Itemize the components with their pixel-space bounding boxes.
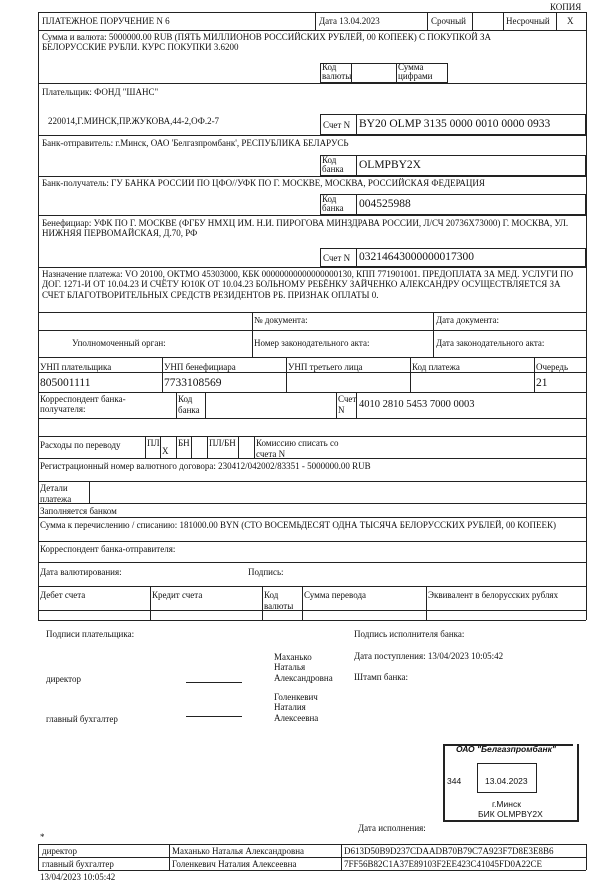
bank-stamp-label: Штамп банка: xyxy=(354,672,408,682)
urgent-label: Срочный xyxy=(431,16,466,26)
bank-signature-label: Подпись исполнителя банка: xyxy=(354,629,465,639)
beneficiary-account-label: Счет N xyxy=(323,253,351,263)
footer-director-name: Маханько Наталья Александровна xyxy=(172,846,305,856)
currency-code-col-label: Код валюты xyxy=(264,590,294,611)
stamp-date: 13.04.2023 xyxy=(485,776,528,786)
value-date-label: Дата валютирования: xyxy=(40,567,122,577)
accountant-name: Голенкевич Наталия Алексеевна xyxy=(274,692,319,723)
beneficiary-unp: 7733108569 xyxy=(164,377,222,389)
received-date: Дата поступления: 13/04/2023 10:05:42 xyxy=(354,651,504,661)
payer-account: BY20 OLMP 3135 0000 0010 0000 0933 xyxy=(359,118,551,130)
director-label: директор xyxy=(46,674,81,684)
authorized-body-label: Уполномоченный орган: xyxy=(72,338,166,348)
asterisk: * xyxy=(40,832,45,842)
footer-director-label: директор xyxy=(42,846,77,856)
currency-code-label: Код валюты xyxy=(322,62,352,81)
payer-signatures-label: Подписи плательщика: xyxy=(46,629,135,639)
debit-account-label: Дебет счета xyxy=(40,590,86,600)
queue-value: 21 xyxy=(536,377,548,389)
payer-unp: 805001111 xyxy=(40,377,91,389)
correspondent-account: 4010 2810 5453 7000 0003 xyxy=(359,399,475,410)
document-date: Дата 13.04.2023 xyxy=(319,16,380,26)
transfer-sum-label: Сумма перевода xyxy=(304,590,367,600)
bank-filled-label: Заполняется банком xyxy=(40,506,117,516)
director-name: Маханько Наталья Александровна xyxy=(274,652,333,683)
transfer-amount: Сумма к перечислению / списанию: 181000.00 BYN (СТО ВОСЕМЬДЕСЯТ ОДНА ТЫСЯЧА БЕЛОРУССКИХ РУБЛЕЙ, 00 КОПЕЕК) xyxy=(40,520,557,530)
expenses-bn: БН xyxy=(178,438,190,448)
credit-account-label: Кредит счета xyxy=(152,590,203,600)
legal-act-date-label: Дата законодательного акта: xyxy=(436,338,545,348)
recipient-bank-label: Банк-получатель: ГУ БАНКА РОССИИ ПО ЦФО//УФК ПО Г. МОСКВЕ, МОСКВА, РОССИЙСКАЯ ФЕДЕРАЦИЯ xyxy=(42,178,485,188)
payer-account-label: Счет N xyxy=(323,120,351,130)
nonurgent-mark: X xyxy=(567,16,574,26)
queue-label: Очередь xyxy=(536,362,569,372)
payer-address: 220014,Г.МИНСК,ПР.ЖУКОВА,44-2,ОФ.2-7 xyxy=(48,116,220,126)
payment-purpose: Назначение платежа: VO 20100, ОКТМО 45303000, КБК 00000000000000000130, КПП 771901001. ПРЕДОПЛАТА ЗА МЕД. УСЛУГИ ПО ДОГ. 1271-И ОТ 10.04.23 И СЧЁТУ Ю10К ОТ 10.04.23 БОЛЬНОМУ РЕБЁНКУ ЗАЙЧЕНКО АЛЕКСАНДРУ ОСУЩЕСТВЛЯЕТСЯ ЗА СЧЕТ БЛАГОТВОРИТЕЛЬНЫХ СРЕДСТВ РЕЗИДЕНТОВ РБ. ПРИЗНАК ОПЛАТЫ 0. xyxy=(42,269,574,300)
details-label: Детали платежа xyxy=(40,483,72,504)
recipient-bank-code: 004525988 xyxy=(359,198,411,210)
sender-bank-label: Банк-отправитель: г.Минск, ОАО 'Белгазпромбанк', РЕСПУБЛИКА БЕЛАРУСЬ xyxy=(42,138,349,148)
sender-bank-code: OLMPBY2X xyxy=(359,159,421,171)
payment-code-label: Код платежа xyxy=(412,362,460,372)
beneficiary-label: Бенефициар: УФК ПО Г. МОСКВЕ (ФГБУ НМХЦ ИМ. Н.И. ПИРОГОВА МИНЗДРАВА РОССИИ, Л/СЧ 20736Х73000) Г. МОСКВА, УЛ. НИЖНЯЯ ПЕРВОМАЙСКАЯ, Д.70, РФ xyxy=(42,218,569,239)
expenses-pl: ПЛ xyxy=(147,438,160,448)
stamp-bik: БИК OLMPBY2X xyxy=(478,809,543,819)
stamp-number: 344 xyxy=(447,776,462,786)
expenses-mark: X xyxy=(162,446,169,456)
footer-accountant-label: главный бухгалтер xyxy=(42,859,114,869)
correspondent-label: Корреспондент банка-получателя: xyxy=(40,394,126,415)
doc-number-label: № документа: xyxy=(254,315,308,325)
legal-act-number-label: Номер законодательного акта: xyxy=(254,338,370,348)
equivalent-label: Эквивалент в белорусских рублях xyxy=(428,590,559,600)
footer-accountant-hash: 7FF56B82C1A37E89103F2EE423C41045FD0A22CE xyxy=(344,859,543,869)
commission-label: Комиссию списать со счета N xyxy=(256,438,339,459)
contract-number: Регистрационный номер валютного договора: 230412/042002/83351 - 5000000.00 RUB xyxy=(40,461,371,471)
document-title: ПЛАТЕЖНОЕ ПОРУЧЕНИЕ N 6 xyxy=(42,16,170,26)
amount-digits-label: Сумма цифрами xyxy=(398,62,433,81)
footer-accountant-name: Голенкевич Наталия Алексеевна xyxy=(172,859,297,869)
footer-timestamp: 13/04/2023 10:05:42 xyxy=(40,872,116,882)
expenses-label: Расходы по переводу xyxy=(40,440,121,450)
signature-label: Подпись: xyxy=(248,567,284,577)
accountant-label: главный бухгалтер xyxy=(46,714,118,724)
payer-label: Плательщик: ФОНД "ШАНС" xyxy=(42,87,159,97)
nonurgent-label: Несрочный xyxy=(506,16,550,26)
third-party-unp-label: УНП третьего лица xyxy=(288,362,363,372)
expenses-plbn: ПЛ/БН xyxy=(209,438,236,448)
footer-director-hash: D613D50B9D237CDAADB70B79C7A923F7D8E3E8B6 xyxy=(344,846,554,856)
stamp-bank-name: ОАО "Белгазпромбанк" xyxy=(456,744,556,754)
sender-correspondent-label: Корреспондент банка-отправителя: xyxy=(40,544,176,554)
beneficiary-unp-label: УНП бенефициара xyxy=(164,362,236,372)
copy-label: КОПИЯ xyxy=(550,2,582,12)
doc-date-label: Дата документа: xyxy=(436,315,499,325)
amount-text: Сумма и валюта: 5000000.00 RUB (ПЯТЬ МИЛЛИОНОВ РОССИЙСКИХ РУБЛЕЙ, 00 КОПЕЕК) С ПОКУПКОЙ ЗА БЕЛОРУССКИЕ РУБЛИ. КУРС ПОКУПКИ 3.6200 xyxy=(42,32,491,53)
payer-unp-label: УНП плательщика xyxy=(40,362,112,372)
correspondent-account-label: Счет N xyxy=(338,394,357,415)
sender-bank-code-label: Код банка xyxy=(322,155,344,174)
correspondent-code-label: Код банка xyxy=(178,394,200,415)
execution-date-label: Дата исполнения: xyxy=(358,823,426,833)
beneficiary-account: 03214643000000017300 xyxy=(359,251,474,263)
recipient-bank-code-label: Код банка xyxy=(322,194,344,213)
stamp-city: г.Минск xyxy=(492,799,521,809)
bank-stamp xyxy=(443,744,579,822)
